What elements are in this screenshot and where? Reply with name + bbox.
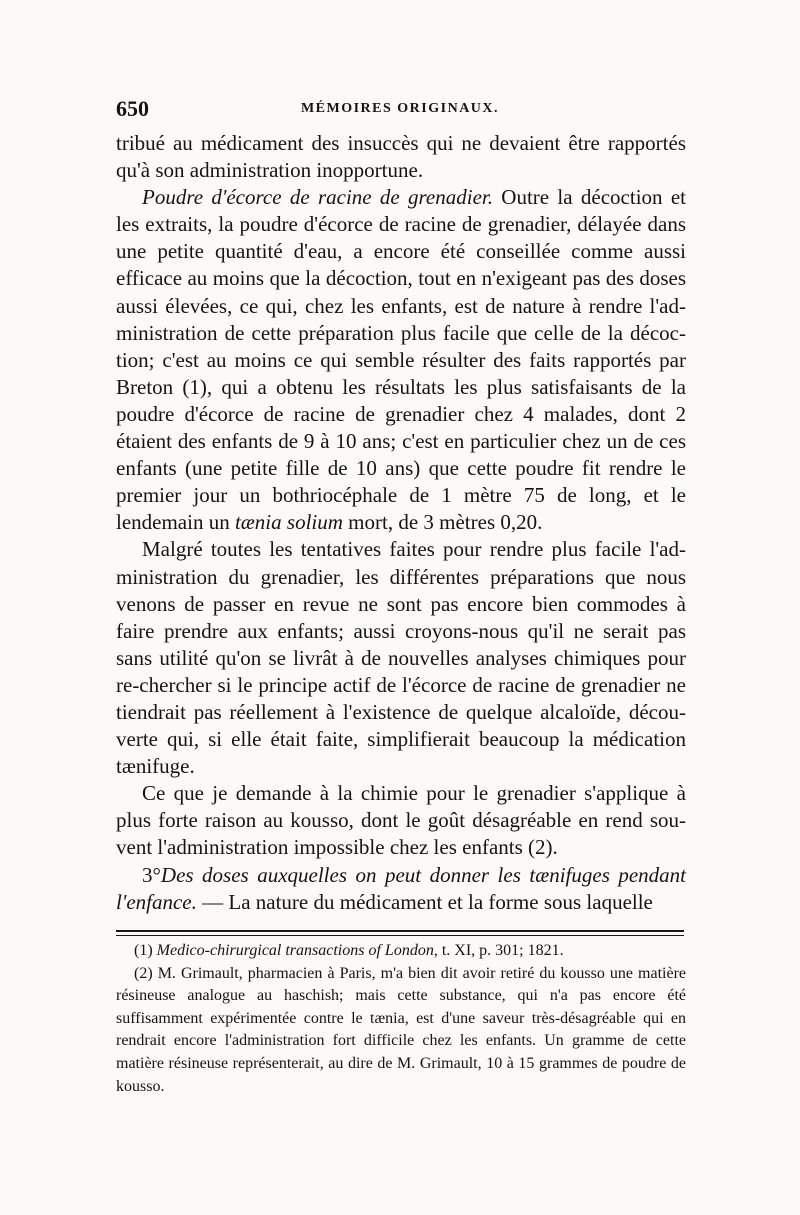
footnote-1-text: , t. XI, p. 301; 1821. xyxy=(433,942,564,959)
paragraph-5 xyxy=(116,862,686,916)
footnotes xyxy=(116,940,686,1098)
section-number: 3° xyxy=(142,862,161,887)
page-number: 650 xyxy=(116,96,149,121)
footnote-2-text: (2) M. Grimault, pharmacien à Paris, m'a bien dit avoir retiré du kousso une matière résineuse analogue au haschish; mais cette substance, qui n'a pas encore été suffisamment expérimentée contre le tænia, est d'une saveur très-désagréable qui en rendrait encore l'administration fort difficile chez les enfants. Un gramme de cette matière résineuse représenterait, au dire de M. Grimault, 10 à 15 grammes de poudre de kousso. xyxy=(116,964,686,1095)
paragraph-2 xyxy=(116,184,686,536)
main-text xyxy=(116,130,686,916)
footnote-1-title: Medico-chirurgical transactions of London xyxy=(156,942,434,959)
paragraph-2-text-b: mort, de 3 mètres 0,20. xyxy=(342,510,543,535)
footnote-1-mark: (1) xyxy=(134,942,153,959)
page-header xyxy=(116,96,684,126)
footnote-1 xyxy=(116,940,686,963)
section-title-doses: Des doses auxquelles on peut donner les tænifuges pendant l'enfance. xyxy=(116,862,686,914)
paragraph-4 xyxy=(116,780,686,861)
paragraph-1 xyxy=(116,130,686,184)
running-title: MÉMOIRES ORIGINAUX. xyxy=(300,101,500,116)
section-title-poudre: Poudre d'écorce de racine de grenadier. xyxy=(142,185,493,210)
paragraph-3 xyxy=(116,536,686,780)
paragraph-3-text: Malgré toutes les tentatives faites pour rendre plus facile l'ad-ministration du grenadier, les différentes préparations que nous venons de passer en revue ne sont pas encore bien commodes à faire prendre aux enfants; aussi croyons-nous qu'il ne serait pas sans utilité qu'on se livrât à de nouvelles analyses chimiques pour re-chercher si le principe actif de l'écorce de racine de grenadier ne tiendrait pas réellement à l'existence de quelque alcaloïde, décou-verte qui, si elle était faite, simplifierait beaucoup la médication tænifuge. xyxy=(116,537,686,779)
paragraph-5-text: — La nature du médicament et la forme sous laquelle xyxy=(196,889,653,914)
paragraph-2-text-a: Outre la décoction et les extraits, la poudre d'écorce de racine de grenadier, délayée dans une petite quantité d'eau, a encore été conseillée comme aussi efficace au moins que la décoction, tout en n'exigeant pas des doses aussi élevées, ce qui, chez les enfants, est de nature à rendre l'ad-ministration de cette préparation plus facile que celle de la décoc-tion; c'est au moins ce qui semble résulter des faits rapportés par Breton (1), qui a obtenu les résultats les plus satisfaisants de la poudre d'écorce de racine de grenadier chez 4 malades, dont 2 étaient des enfants de 9 à 10 ans; c'est en particulier chez un de ces enfants (une petite fille de 10 ans) que cette poudre fit rendre le premier jour un bothriocéphale de 1 mètre 75 de long, et le lendemain un xyxy=(116,185,686,535)
paragraph-4-text: Ce que je demande à la chimie pour le grenadier s'applique à plus forte raison au kousso, dont le goût désagréable en rend sou-vent l'administration impossible chez les enfants (2). xyxy=(116,781,686,860)
footnote-rule xyxy=(116,930,684,936)
paragraph-1-text: tribué au médicament des insuccès qui ne devaient être rapportés qu'à son administration inopportune. xyxy=(116,131,686,183)
footnote-2 xyxy=(116,963,686,1099)
taenia-solium-term: tænia solium xyxy=(234,510,343,535)
